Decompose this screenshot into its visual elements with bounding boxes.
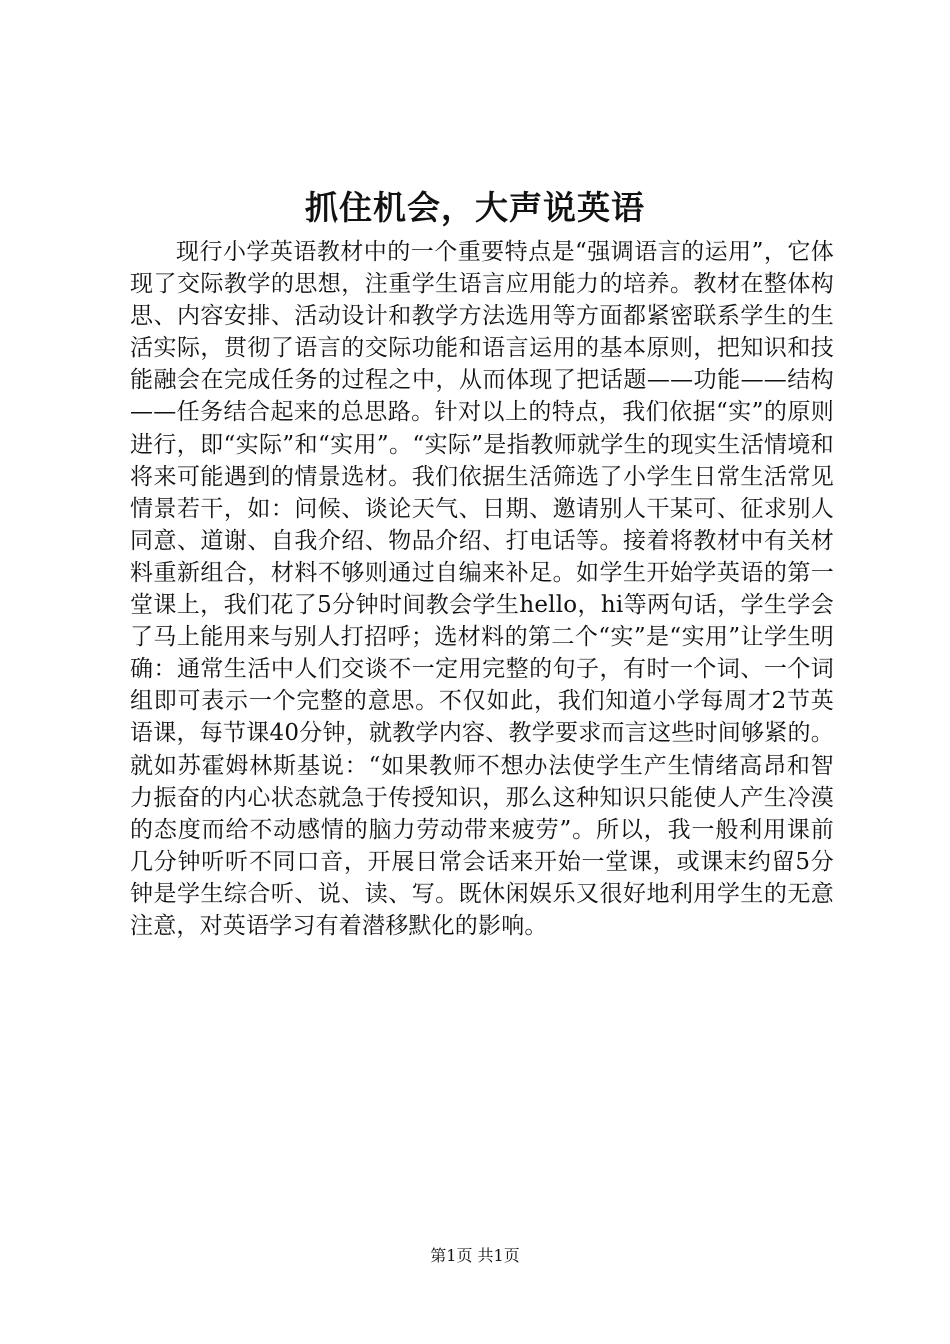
document-title: 抓住机会，大声说英语 — [305, 188, 645, 227]
page-number-footer: 第1页 共1页 — [430, 1246, 520, 1265]
document-body-paragraph: 现行小学英语教材中的一个重要特点是“强调语言的运用”，它体现了交际教学的思想，注重学生语言应用能力的培养。教材在整体构思、内容安排、活动设计和教学方法选用等方面都紧密联系学生的生活实际，贯彻了语言的交际功能和语言运用的基本原则，把知识和技能融会在完成任务的过程之中，从而体现了把话题——功能——结构——任务结合起来的总思路。针对以上的特点，我们依据“实”的原则进行，即“实际”和“实用”。“实际”是指教师就学生的现实生活情境和将来可能遇到的情景选材。我们依据生活筛选了小学生日常生活常见情景若干，如：问候、谈论天气、日期、邀请别人干某可、征求别人同意、道谢、自我介绍、物品介绍、打电话等。接着将教材中有关材料重新组合，材料不够则通过自编来补足。如学生开始学英语的第一堂课上，我们花了5分钟时间教会学生hello，hi等两句话，学生学会了马上能用来与别人打招呼；选材料的第二个“实”是“实用”让学生明确：通常生活中人们交谈不一定用完整的句子，有时一个词、一个词组即可表示一个完整的意思。不仅如此，我们知道小学每周才2节英语课，每节课40分钟，就教学内容、教学要求而言这些时间够紧的。就如苏霍姆林斯基说：“如果教师不想办法使学生产生情绪高昂和智力振奋的内心状态就急于传授知识，那么这种知识只能使人产生冷漠的态度而给不动感情的脑力劳动带来疲劳”。所以，我一般利用课前几分钟听听不同口音，开展日常会话来开始一堂课，或课末约留5分钟是学生综合听、说、读、写。既休闲娱乐又很好地利用学生的无意注意，对英语学习有着潜移默化的影响。 — [130, 239, 834, 939]
